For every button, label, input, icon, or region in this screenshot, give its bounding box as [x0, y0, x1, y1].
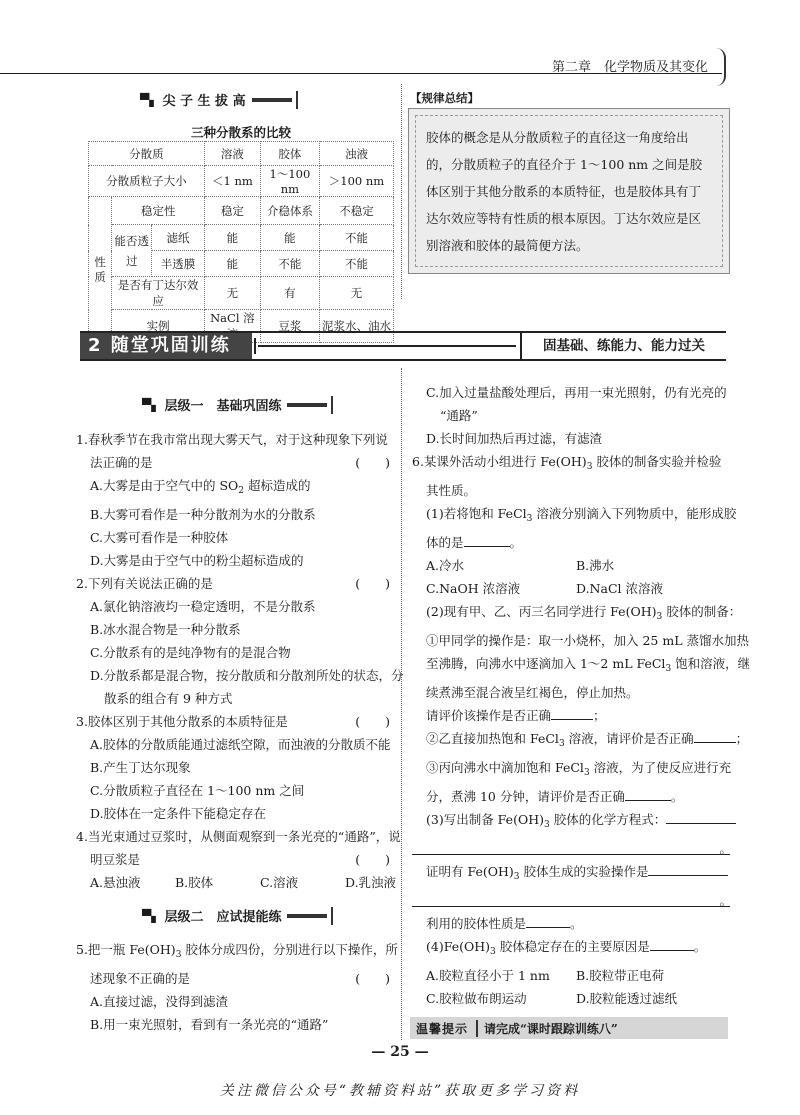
title-bar-end: [296, 91, 298, 109]
left-column-q1-q4: [76, 428, 404, 894]
table-row: 是否有丁达尔效应 无 有 无: [89, 277, 394, 310]
answer-blank: [694, 742, 736, 743]
title-bar-end: [331, 907, 333, 925]
q2-option-d: D.分散系都是混合物，按分散质和分散剂所处的状态，分: [90, 668, 404, 683]
q6-jia-eval: 请评价该操作是否正确 ；: [426, 708, 606, 723]
answer-blank: [625, 800, 671, 801]
q2-option-a: A.氯化钠溶液均一稳定透明，不是分散系: [90, 599, 316, 614]
table-row: 实例 NaCl 溶 豆浆 泥浆水、油水: [89, 310, 394, 343]
q1-option-a: A.大雾是由于空气中的 $SO_2$ 超标造成的: [90, 478, 311, 496]
rule-summary-box: [408, 108, 730, 274]
band-mid-cap: [254, 338, 256, 354]
q6-jia-line3: 续煮沸至混合液呈红褐色，停止加热。: [426, 685, 639, 700]
q4-stem-cont: 明豆浆是 ( ): [76, 848, 394, 871]
q6-part1-cont: 体的是 。: [426, 535, 523, 550]
q6-part4-options-cd: C.胶粒做布朗运动 D.胶粒能透过滤纸: [426, 991, 678, 1006]
title-bar: [287, 914, 327, 918]
q6-jia-line1: ①甲同学的操作是：取一小烧杯，加入 25 mL 蒸馏水加热: [426, 633, 749, 648]
q2-stem: 2.下列有关说法正确的是 ( ): [76, 572, 394, 595]
table-row: 能否透过 滤纸 能 能 不能: [89, 225, 394, 251]
answer-paren: ( ): [355, 852, 390, 867]
q3-stem: 3.胶体区别于其他分散系的本质特征是 ( ): [76, 710, 394, 733]
band-subtitle: 固基础、练能力、能力过关: [520, 333, 726, 359]
chapter-title: 第二章 化学物质及其变化: [551, 60, 708, 75]
q2-option-d-cont: 散系的组合有 9 种方式: [104, 691, 233, 706]
q6-prove-answer-line: 。: [412, 889, 730, 912]
answer-blank: [551, 719, 593, 720]
rule-summary-label: 【规律总结】: [410, 91, 479, 105]
answer-paren: ( ): [355, 971, 390, 986]
answer-blank: [526, 927, 570, 928]
answer-blank: [650, 950, 694, 951]
reminder-text: 请完成“课时跟踪训练八”: [484, 1021, 618, 1036]
q5-option-a: A.直接过滤，没得到滤渣: [90, 994, 229, 1009]
comparison-table: [88, 141, 394, 343]
section-marker-icon: ▀▖: [142, 908, 161, 923]
left-column-q5: [76, 938, 398, 1036]
q6-prove: 证明有 $Fe(OH)_3$ 胶体生成的实验操作是: [412, 860, 730, 889]
q5-option-c: C.加入过量盐酸处理后，再用一束光照射，仍有光亮的: [426, 385, 727, 400]
q3-option-a: A.胶体的分散质能通过滤纸空隙，而浊液的分散质不能: [90, 737, 391, 752]
answer-blank: [464, 546, 510, 547]
table-row: 分散质粒子大小 ＜1 nm 1～100 nm ＞100 nm: [89, 166, 394, 197]
section-marker-icon: ▀▖: [140, 92, 159, 107]
q2-option-b: B.冰水混合物是一种分散系: [90, 622, 241, 637]
column-divider-bottom: [401, 368, 402, 1040]
page-number: — 25 —: [371, 1044, 429, 1060]
rule-summary-text: 胶体的概念是从分散质粒子的直径这一角度给出的，分散质粒子的直径介于 1～100 nm 之间是胶体区别于其他分散系的本质特征，也是胶体具有丁达尔效应等特有性质的根本原因。丁达尔效应是区别溶液和胶体的最简便方法。: [415, 115, 723, 267]
q4-options: A.悬浊液 B.胶体 C.溶液 D.乳浊液: [90, 875, 397, 890]
q6-part1-options-cd: C.NaOH 浓溶液 D.NaCl 浓溶液: [426, 581, 663, 596]
section-marker-icon: ▀▖: [142, 397, 161, 412]
q6-part3-answer-line: 。: [412, 837, 730, 860]
right-column: [412, 381, 751, 1010]
q5-stem: 5.把一瓶 $Fe(OH)_3$ 胶体分成四份，分别进行以下操作，所: [76, 942, 398, 960]
section-band: [80, 331, 726, 361]
q5-option-c-cont: “通路”: [440, 408, 478, 423]
q3-option-b: B.产生丁达尔现象: [90, 760, 191, 775]
q5-option-d: D.长时间加热后再过滤，有滤渣: [426, 431, 603, 446]
answer-paren: ( ): [355, 714, 390, 729]
q1-option-d: D.大雾是由于空气中的粉尘超标造成的: [90, 553, 304, 568]
q6-part2: (2)现有甲、乙、丙三名同学进行 $Fe(OH)_3$ 胶体的制备：: [426, 604, 742, 622]
q6-jia-line2: 至沸腾，向沸水中逐滴加入 1～2 mL FeCl$_3$ 饱和溶液，继: [426, 656, 751, 674]
q1-stem: 1.春秋季节在我市常出现大雾天气，对于这种现象下列说: [76, 432, 388, 447]
answer-blank: [648, 875, 728, 876]
column-divider-top: [401, 84, 402, 299]
q5-option-b: B.用一束光照射，看到有一条光亮的“通路”: [90, 1017, 329, 1032]
q6-part3: (3)写出制备 $Fe(OH)_3$ 胶体的化学方程式：: [412, 808, 730, 837]
header-rule: [0, 73, 722, 74]
q6-bing-line1: ③丙向沸水中滴加饱和 FeCl$_3$ 溶液，为了使反应进行充: [426, 760, 732, 778]
q6-property: 利用的胶体性质是 。: [426, 916, 583, 931]
level2-title: ▀▖ 层级二 应试提能练: [142, 906, 333, 925]
q1-option-c: C.大雾可看作是一种胶体: [90, 530, 229, 545]
q5-stem-cont: 述现象不正确的是 ( ): [76, 967, 394, 990]
header-bracket: [716, 48, 726, 86]
title-bar: [287, 403, 327, 407]
q3-option-c: C.分散质粒子直径在 1～100 nm 之间: [90, 783, 305, 798]
answer-paren: ( ): [355, 576, 390, 591]
band-mid-line: [258, 345, 516, 347]
table-row: 半透膜 能 不能 不能: [89, 251, 394, 277]
q6-part1: (1)若将饱和 FeCl$_3$ 溶液分别滴入下列物质中，能形成胶: [426, 506, 737, 524]
page-header: [0, 44, 800, 74]
q1-stem-cont: 法正确的是 ( ): [76, 451, 394, 474]
q6-part1-options-ab: A.冷水 B.沸水: [426, 558, 615, 573]
q3-option-d: D.胶体在一定条件下能稳定存在: [90, 806, 267, 821]
q1-option-b: B.大雾可看作是一种分散剂为水的分散系: [90, 507, 316, 522]
title-bar-end: [331, 396, 333, 414]
table-row: 分散质 溶液 胶体 浊液: [89, 142, 394, 166]
q6-bing-line2: 分，煮沸 10 分钟，请评价是否正确 。: [426, 789, 684, 804]
title-bar: [252, 98, 292, 102]
q4-stem: 4.当光束通过豆浆时，从侧面观察到一条光亮的“通路”，说: [76, 829, 401, 844]
q6-part4: $(4)Fe(OH)_3$ 胶体稳定存在的主要原因是 。: [426, 939, 707, 957]
q6-stem-cont: 其性质。: [426, 483, 477, 498]
table-title: 三种分散系的比较: [190, 125, 291, 140]
reminder-label: 温馨提示: [410, 1020, 478, 1037]
band-title: 2 随堂巩固训练: [80, 333, 252, 359]
section-title-top-student: ▀▖ 尖 子 生 拔 高: [140, 90, 298, 109]
q6-yi: ②乙直接加热饱和 FeCl$_3$ 溶液，请评价是否正确 ；: [426, 731, 749, 749]
table-row: 性质 稳定性 稳定 介稳体系 不稳定: [89, 197, 394, 225]
answer-blank: [666, 823, 736, 824]
footer-note: 关注微信公众号“教辅资料站”获取更多学习资料: [219, 1083, 581, 1099]
level1-title: ▀▖ 层级一 基础巩固练: [142, 395, 333, 414]
reminder-box: [410, 1017, 728, 1039]
answer-paren: ( ): [355, 455, 390, 470]
q6-part4-options-ab: A.胶粒直径小于 1 nm B.胶粒带正电荷: [426, 968, 665, 983]
q6-stem: 6.某课外活动小组进行 $Fe(OH)_3$ 胶体的制备实验并检验: [412, 454, 722, 472]
q2-option-c: C.分散系有的是纯净物有的是混合物: [90, 645, 291, 660]
